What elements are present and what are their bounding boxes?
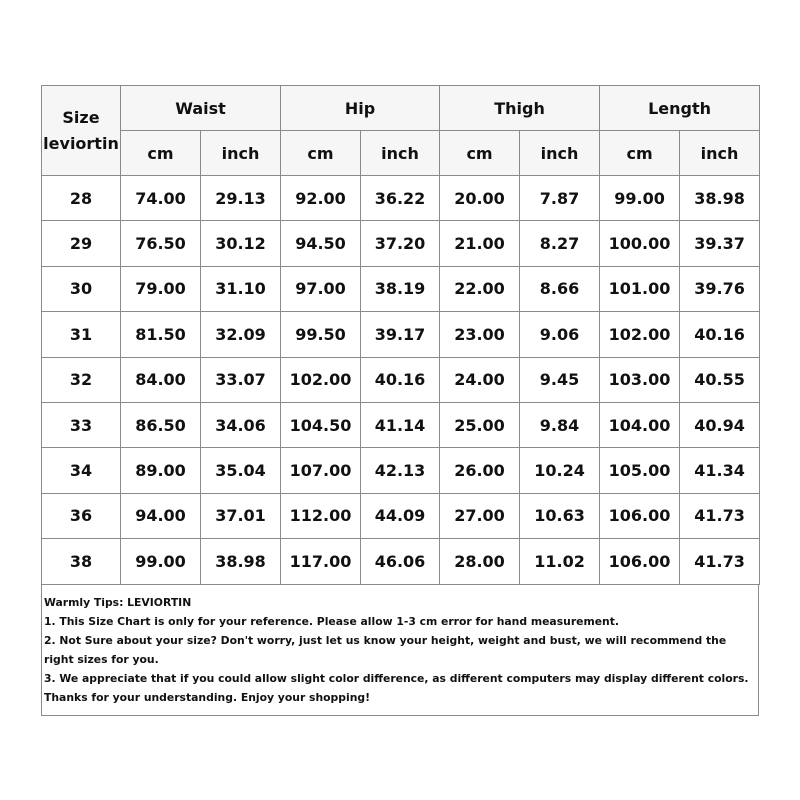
measurement-cell: 11.02: [520, 539, 600, 584]
unit-row: [42, 131, 760, 176]
measurement-cell: 9.84: [520, 402, 600, 447]
size-rows: [42, 176, 760, 585]
measurement-cell: 35.04: [201, 448, 281, 493]
measurement-cell: 22.00: [440, 266, 520, 311]
table-row: [42, 448, 760, 493]
measurement-cell: 27.00: [440, 493, 520, 538]
size-cell: 29: [42, 221, 121, 266]
tips-box: [41, 585, 759, 716]
waist-header: Waist: [121, 86, 281, 131]
measurement-cell: 89.00: [121, 448, 201, 493]
measurement-cell: 39.37: [680, 221, 760, 266]
table-row: [42, 312, 760, 357]
measurement-cell: 102.00: [281, 357, 361, 402]
measurement-cell: 41.73: [680, 539, 760, 584]
measurement-cell: 117.00: [281, 539, 361, 584]
measurement-cell: 92.00: [281, 176, 361, 221]
measurement-cell: 39.76: [680, 266, 760, 311]
table-row: [42, 221, 760, 266]
unit-header: cm: [281, 131, 361, 176]
size-cell: 33: [42, 402, 121, 447]
measurement-cell: 30.12: [201, 221, 281, 266]
measurement-cell: 86.50: [121, 402, 201, 447]
measurement-cell: 40.94: [680, 402, 760, 447]
measurement-cell: 34.06: [201, 402, 281, 447]
measurement-cell: 81.50: [121, 312, 201, 357]
measurement-cell: 106.00: [600, 539, 680, 584]
measurement-cell: 101.00: [600, 266, 680, 311]
size-column-header: [42, 86, 121, 176]
size-chart-table: [41, 85, 760, 585]
measurement-cell: 97.00: [281, 266, 361, 311]
size-label: Size: [62, 107, 100, 127]
table-row: [42, 266, 760, 311]
measurement-cell: 94.50: [281, 221, 361, 266]
measurement-cell: 40.55: [680, 357, 760, 402]
measurement-cell: 99.00: [121, 539, 201, 584]
measurement-cell: 103.00: [600, 357, 680, 402]
measurement-cell: 36.22: [361, 176, 440, 221]
measurement-cell: 9.45: [520, 357, 600, 402]
thigh-header: Thigh: [440, 86, 600, 131]
measurement-cell: 40.16: [361, 357, 440, 402]
measurement-cell: 33.07: [201, 357, 281, 402]
unit-header: inch: [361, 131, 440, 176]
measurement-cell: 10.24: [520, 448, 600, 493]
tip-line: 2. Not Sure about your size? Don't worry, just let us know your height, weight and bust, we will recommend the right sizes for you.: [44, 634, 727, 666]
measurement-cell: 37.01: [201, 493, 281, 538]
unit-header: cm: [121, 131, 201, 176]
size-cell: 28: [42, 176, 121, 221]
header-row: [42, 86, 760, 131]
measurement-cell: 94.00: [121, 493, 201, 538]
table-row: [42, 539, 760, 584]
measurement-cell: 112.00: [281, 493, 361, 538]
measurement-cell: 106.00: [600, 493, 680, 538]
measurement-cell: 23.00: [440, 312, 520, 357]
measurement-cell: 25.00: [440, 402, 520, 447]
measurement-cell: 42.13: [361, 448, 440, 493]
size-cell: 38: [42, 539, 121, 584]
measurement-cell: 31.10: [201, 266, 281, 311]
tips-title: Warmly Tips: LEVIORTIN: [44, 596, 192, 609]
measurement-cell: 29.13: [201, 176, 281, 221]
measurement-cell: 74.00: [121, 176, 201, 221]
measurement-cell: 10.63: [520, 493, 600, 538]
brand-label: leviortin: [43, 133, 119, 153]
measurement-cell: 102.00: [600, 312, 680, 357]
measurement-cell: 21.00: [440, 221, 520, 266]
measurement-cell: 32.09: [201, 312, 281, 357]
measurement-cell: 38.98: [680, 176, 760, 221]
tip-line: Thanks for your understanding. Enjoy your shopping!: [44, 691, 371, 704]
measurement-cell: 37.20: [361, 221, 440, 266]
measurement-cell: 46.06: [361, 539, 440, 584]
measurement-cell: 107.00: [281, 448, 361, 493]
measurement-cell: 104.00: [600, 402, 680, 447]
measurement-cell: 8.27: [520, 221, 600, 266]
measurement-cell: 38.98: [201, 539, 281, 584]
measurement-cell: 105.00: [600, 448, 680, 493]
measurement-cell: 26.00: [440, 448, 520, 493]
measurement-cell: 104.50: [281, 402, 361, 447]
measurement-cell: 28.00: [440, 539, 520, 584]
length-header: Length: [600, 86, 760, 131]
measurement-cell: 84.00: [121, 357, 201, 402]
measurement-cell: 100.00: [600, 221, 680, 266]
measurement-cell: 76.50: [121, 221, 201, 266]
measurement-cell: 38.19: [361, 266, 440, 311]
measurement-cell: 79.00: [121, 266, 201, 311]
measurement-cell: 44.09: [361, 493, 440, 538]
measurement-cell: 9.06: [520, 312, 600, 357]
size-cell: 36: [42, 493, 121, 538]
measurement-cell: 20.00: [440, 176, 520, 221]
measurement-cell: 39.17: [361, 312, 440, 357]
measurement-cell: 41.14: [361, 402, 440, 447]
measurement-cell: 40.16: [680, 312, 760, 357]
measurement-cell: 41.34: [680, 448, 760, 493]
unit-header: inch: [520, 131, 600, 176]
table-row: [42, 493, 760, 538]
table-row: [42, 176, 760, 221]
table-row: [42, 357, 760, 402]
unit-header: inch: [201, 131, 281, 176]
measurement-cell: 8.66: [520, 266, 600, 311]
table-row: [42, 402, 760, 447]
size-cell: 31: [42, 312, 121, 357]
tip-line: 3. We appreciate that if you could allow slight color difference, as different computers may display different colors.: [44, 672, 749, 685]
measurement-cell: 41.73: [680, 493, 760, 538]
unit-header: inch: [680, 131, 760, 176]
measurement-cell: 7.87: [520, 176, 600, 221]
measurement-cell: 99.50: [281, 312, 361, 357]
measurement-cell: 24.00: [440, 357, 520, 402]
tip-line: 1. This Size Chart is only for your reference. Please allow 1-3 cm error for hand measurement.: [44, 615, 619, 628]
measurement-cell: 99.00: [600, 176, 680, 221]
hip-header: Hip: [281, 86, 440, 131]
size-cell: 32: [42, 357, 121, 402]
size-cell: 30: [42, 266, 121, 311]
unit-header: cm: [440, 131, 520, 176]
size-cell: 34: [42, 448, 121, 493]
unit-header: cm: [600, 131, 680, 176]
